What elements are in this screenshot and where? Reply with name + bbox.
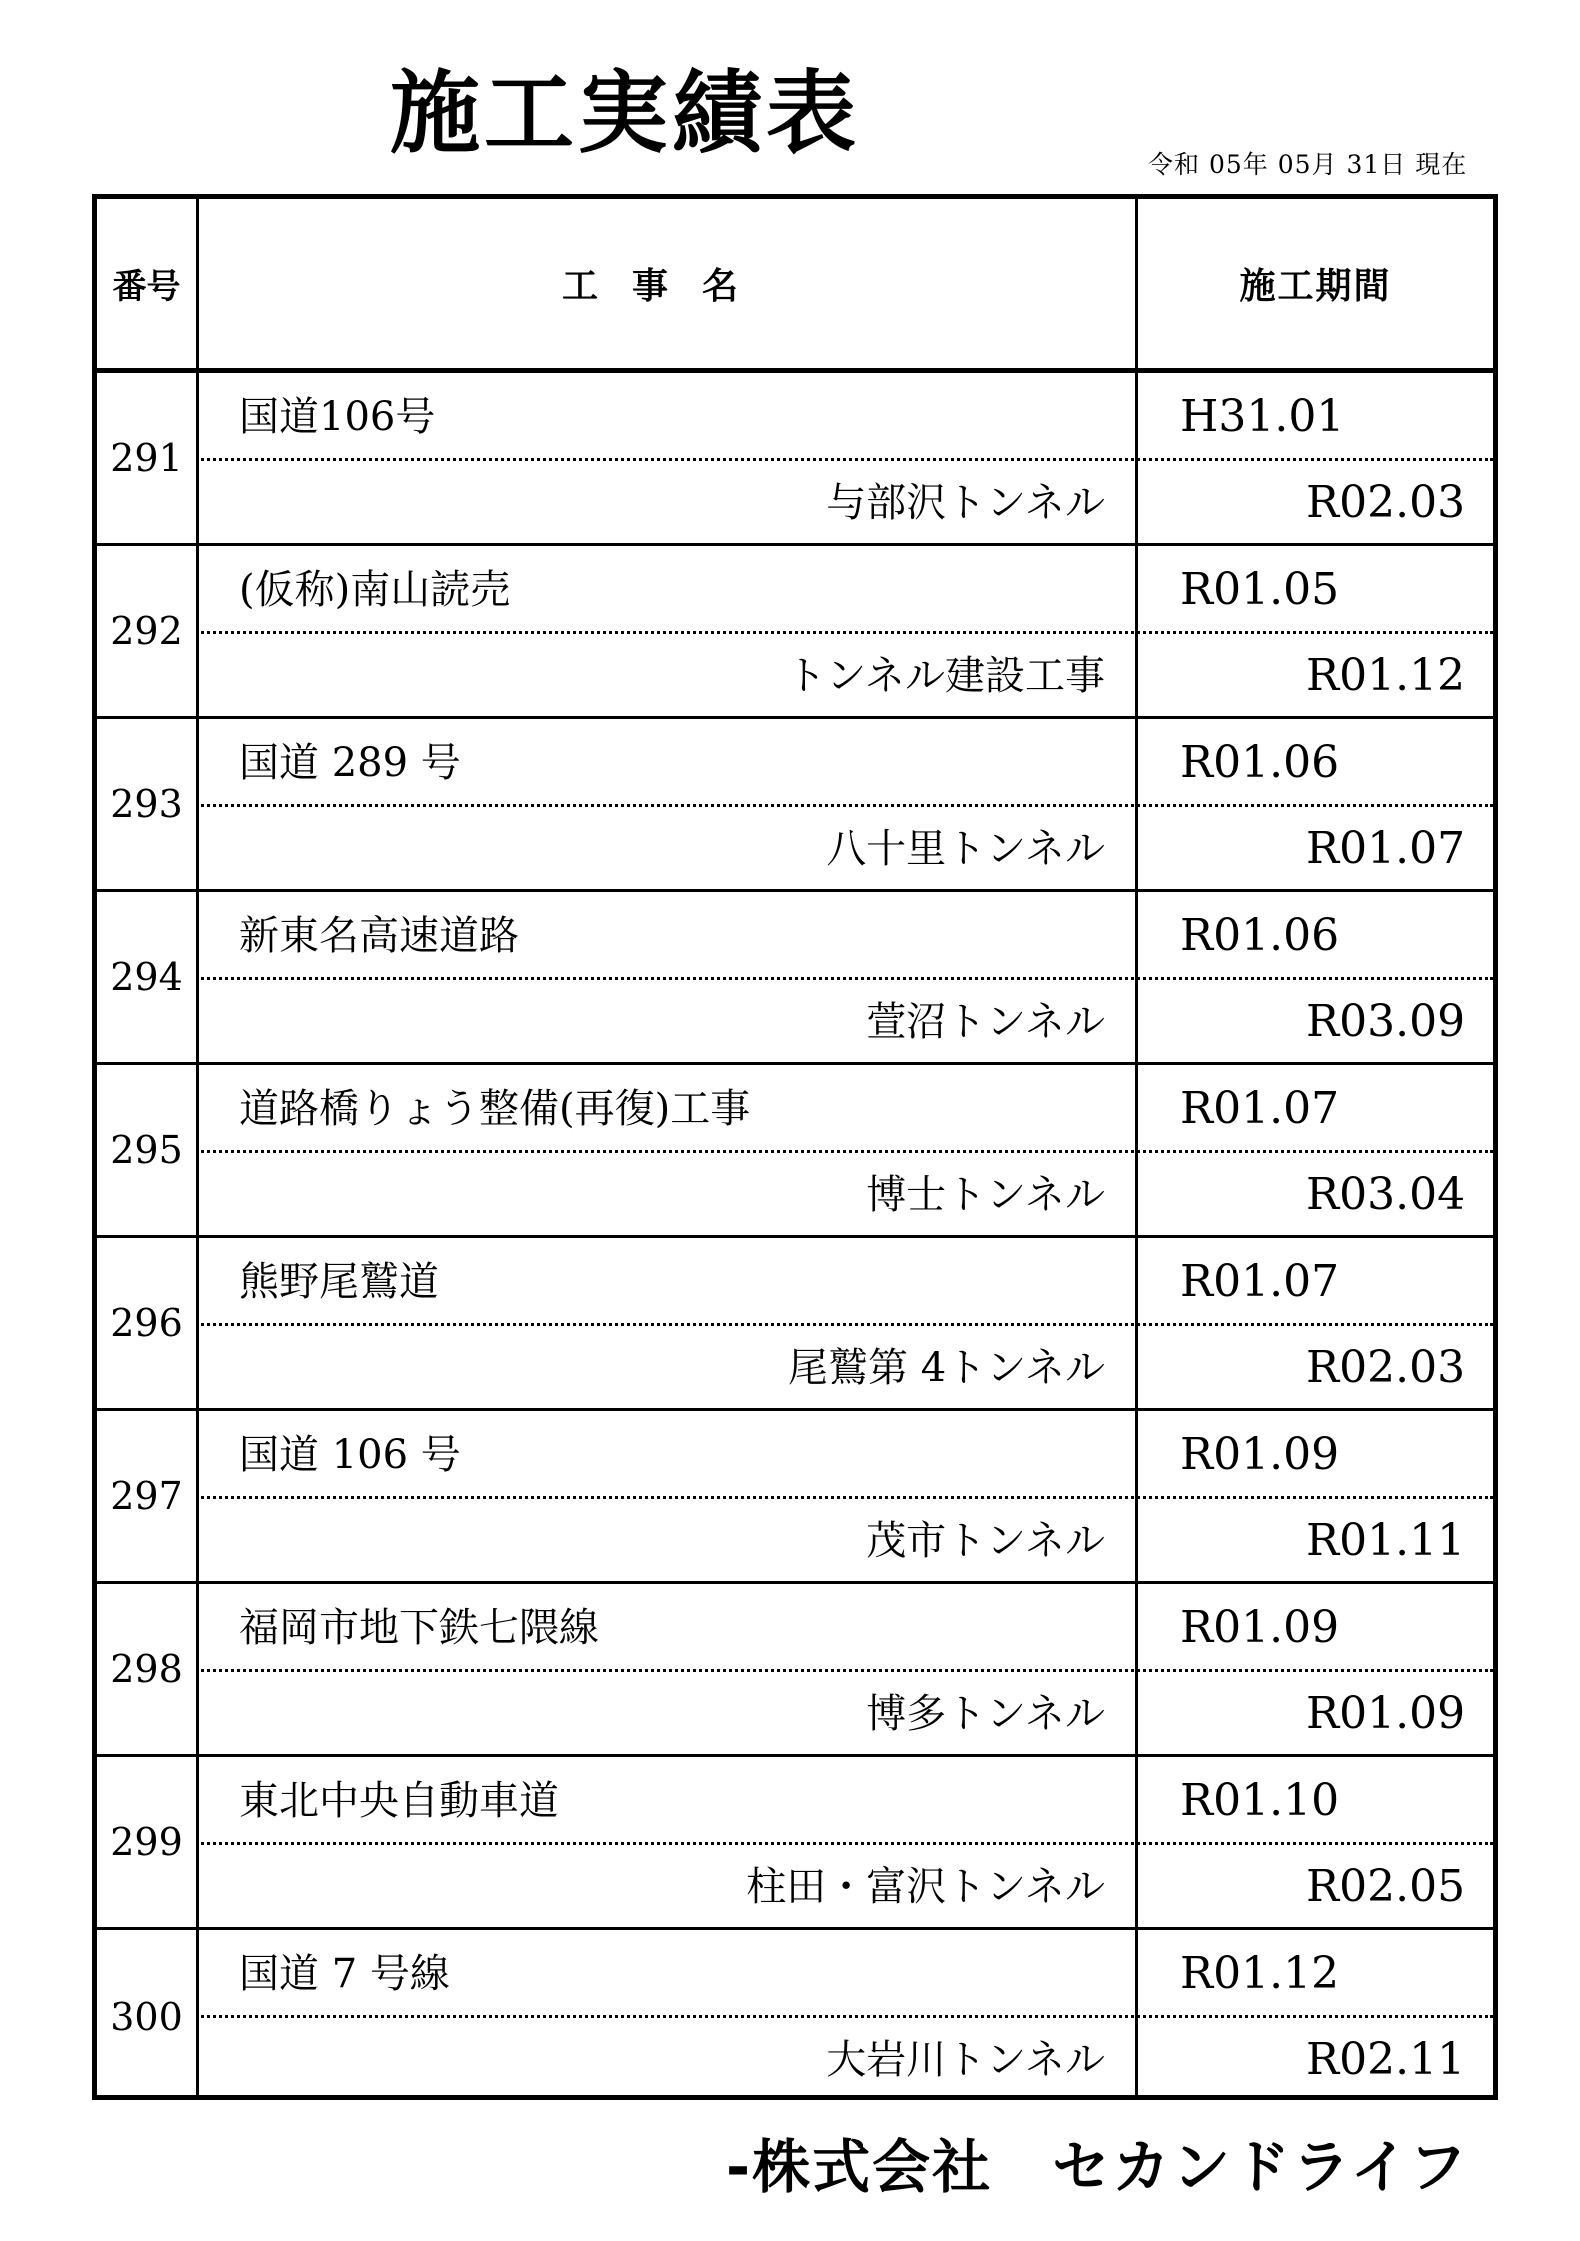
project-subname: 八十里トンネル (826, 826, 1105, 872)
period-end: R02.11 (1306, 2034, 1466, 2085)
row-divider (196, 1150, 1493, 1153)
project-subname: 大岩川トンネル (826, 2037, 1105, 2083)
header-period: 施工期間 (1239, 265, 1392, 307)
table-row (97, 546, 1493, 719)
results-table (92, 194, 1498, 2100)
period-start: R01.05 (1180, 564, 1340, 615)
project-subname: 博士トンネル (866, 1172, 1105, 1218)
project-name: 国道 7 号線 (239, 1951, 450, 1997)
project-name: 福岡市地下鉄七隈線 (239, 1605, 599, 1651)
table-row (97, 1065, 1493, 1238)
row-number: 291 (110, 436, 183, 480)
row-number: 300 (110, 1994, 183, 2039)
row-number: 294 (110, 955, 183, 999)
row-divider (196, 458, 1493, 461)
table-row (97, 892, 1493, 1065)
company-name: -株式会社 セカンドライフ (726, 2133, 1469, 2201)
project-subname: トンネル建設工事 (786, 653, 1105, 699)
project-name: 新東名高速道路 (239, 913, 519, 959)
period-start: R01.07 (1180, 1256, 1340, 1307)
project-name: 熊野尾鷲道 (239, 1259, 439, 1305)
row-number: 297 (110, 1474, 183, 1518)
table-row (97, 719, 1493, 892)
row-number: 293 (110, 782, 183, 826)
row-divider (196, 631, 1493, 634)
row-divider (196, 804, 1493, 807)
header-name: 工事名 (561, 265, 772, 307)
period-end: R02.05 (1306, 1861, 1466, 1912)
project-name: 道路橋りょう整備(再復)工事 (239, 1086, 751, 1132)
period-end: R01.11 (1306, 1515, 1466, 1566)
table-row (97, 1238, 1493, 1411)
row-divider (196, 1842, 1493, 1845)
period-start: R01.06 (1180, 737, 1340, 788)
row-divider (196, 2015, 1493, 2018)
row-number: 295 (110, 1128, 183, 1172)
row-divider (196, 1496, 1493, 1499)
period-end: R01.07 (1306, 823, 1466, 874)
project-name: 国道 106 号 (239, 1432, 461, 1478)
row-number: 292 (110, 609, 183, 653)
row-number: 296 (110, 1301, 183, 1345)
period-end: R03.09 (1306, 996, 1466, 1047)
period-start: R01.09 (1180, 1602, 1340, 1653)
period-end: R03.04 (1306, 1169, 1466, 1220)
period-start: R01.12 (1180, 1948, 1340, 1999)
project-subname: 与部沢トンネル (826, 480, 1105, 526)
table-row (97, 1757, 1493, 1930)
project-name: 国道 289 号 (239, 740, 461, 786)
table-row (97, 1930, 1493, 2103)
as-of-date: 令和 05年 05月 31日 現在 (1148, 150, 1468, 179)
project-subname: 茂市トンネル (866, 1518, 1105, 1564)
row-number: 299 (110, 1820, 183, 1864)
period-start: R01.09 (1180, 1429, 1340, 1480)
table-header (97, 199, 1493, 373)
header-number: 番号 (112, 267, 181, 307)
period-end: R01.12 (1306, 650, 1466, 701)
table-row (97, 1584, 1493, 1757)
period-start: H31.01 (1180, 391, 1345, 442)
project-subname: 柱田・富沢トンネル (746, 1864, 1105, 1910)
table-row (97, 373, 1493, 546)
period-start: R01.10 (1180, 1775, 1340, 1826)
project-name: 東北中央自動車道 (239, 1778, 559, 1824)
row-divider (196, 1669, 1493, 1672)
table-body (97, 373, 1493, 2103)
row-divider (196, 977, 1493, 980)
project-subname: 尾鷲第 4トンネル (788, 1345, 1105, 1391)
period-start: R01.07 (1180, 1083, 1340, 1134)
page-title: 施工実績表 (390, 60, 860, 166)
table-row (97, 1411, 1493, 1584)
row-divider (196, 1323, 1493, 1326)
period-end: R02.03 (1306, 477, 1466, 528)
row-number: 298 (110, 1647, 183, 1691)
project-name: 国道106号 (239, 394, 436, 440)
period-end: R02.03 (1306, 1342, 1466, 1393)
project-name: (仮称)南山読売 (239, 567, 511, 613)
project-subname: 萱沼トンネル (866, 999, 1105, 1045)
period-end: R01.09 (1306, 1688, 1466, 1739)
project-subname: 博多トンネル (866, 1691, 1105, 1737)
period-start: R01.06 (1180, 910, 1340, 961)
